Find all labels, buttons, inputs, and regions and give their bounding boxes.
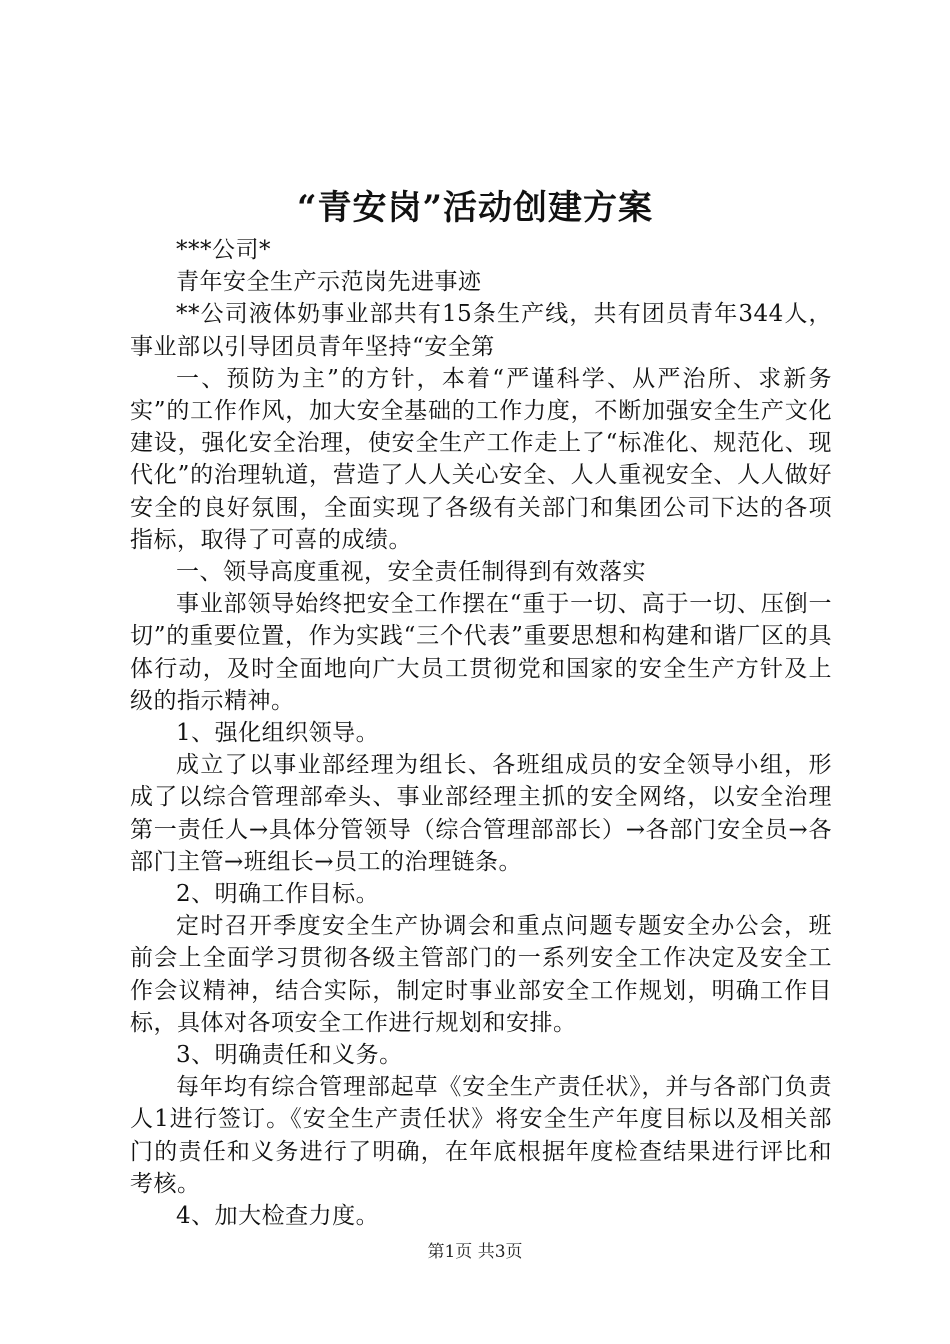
paragraph-subtitle: 青年安全生产示范岗先进事迹 <box>176 269 482 296</box>
section-heading-leadership: 一、领导高度重视，安全责任制得到有效落实 <box>176 559 646 586</box>
document-body <box>130 234 832 1232</box>
paragraph-intro-continued: 一、预防为主”的方针，本着“严谨科学、从严治所、求新务实”的工作作风，加大安全基础的工作力度，不断加强安全生产文化建设，强化安全治理，使安全生产工作走上了“标准化、规范化、现代化”的治理轨道，营造了人人关心安全、人人重视安全、人人做好安全的良好氛围，全面实现了各级有关部门和集团公司下达的各项指标，取得了可喜的成绩。 <box>130 365 832 553</box>
page-footer: 第1页 共3页 <box>427 1242 523 1262</box>
item-heading-organization: 1、强化组织领导。 <box>176 720 380 747</box>
paragraph-goals: 定时召开季度安全生产协调会和重点问题专题安全办公会，班前会上全面学习贯彻各级主管部门的一系列安全工作决定及安全工作会议精神，结合实际，制定时事业部安全工作规划，明确工作目标，具体对各项安全工作进行规划和安排。 <box>130 913 832 1036</box>
paragraph-leadership: 事业部领导始终把安全工作摆在“重于一切、高于一切、压倒一切”的重要位置，作为实践“三个代表”重要思想和构建和谐厂区的具体行动，及时全面地向广大员工贯彻党和国家的安全生产方针及上级的指示精神。 <box>130 591 832 714</box>
item-heading-goals: 2、明确工作目标。 <box>176 881 380 908</box>
item-heading-responsibility: 3、明确责任和义务。 <box>176 1042 403 1069</box>
paragraph-intro: **公司液体奶事业部共有15条生产线，共有团员青年344人，事业部以引导团员青年坚持“安全第 <box>130 301 832 360</box>
paragraph-responsibility: 每年均有综合管理部起草《安全生产责任状》，并与各部门负责人1进行签订。《安全生产责任状》将安全生产年度目标以及相关部门的责任和义务进行了明确，在年底根据年度检查结果进行评比和考核。 <box>130 1074 832 1197</box>
paragraph-company: ***公司* <box>176 237 271 263</box>
document-title: “青安岗”活动创建方案 <box>296 188 654 228</box>
item-heading-inspection: 4、加大检查力度。 <box>176 1203 380 1230</box>
paragraph-organization: 成立了以事业部经理为组长、各班组成员的安全领导小组，形成了以综合管理部牵头、事业部经理主抓的安全网络，以安全治理第一责任人→具体分管领导（综合管理部部长）→各部门安全员→各部门主管→班组长→员工的治理链条。 <box>130 752 832 875</box>
